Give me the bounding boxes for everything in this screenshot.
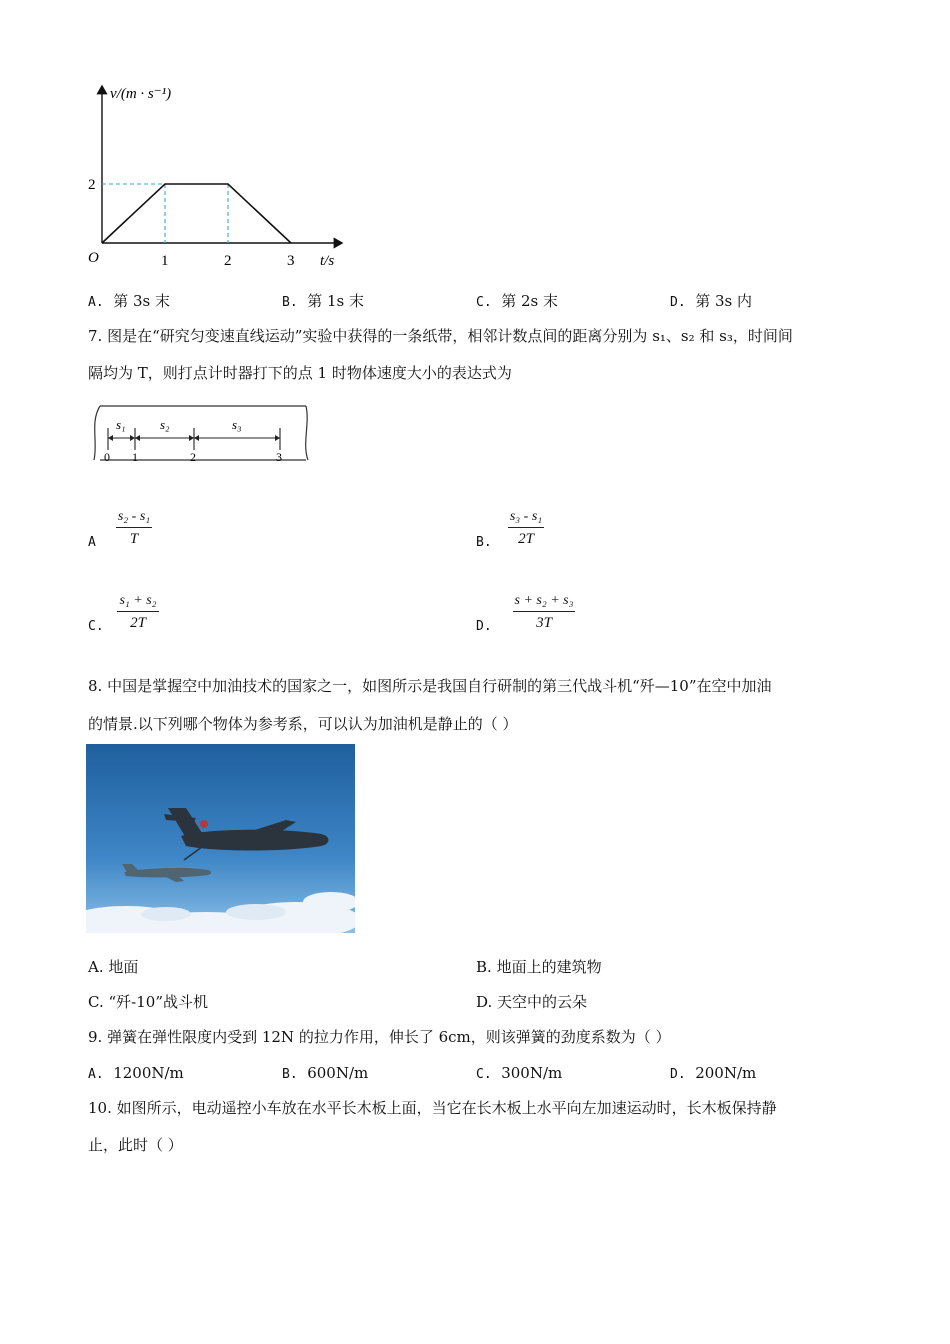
denominator: 2T bbox=[518, 531, 534, 547]
option-text: 地面 bbox=[108, 958, 139, 976]
q9-option-a[interactable] bbox=[88, 1063, 184, 1085]
q7-option-d-formula[interactable] bbox=[500, 591, 588, 632]
option-letter: D. bbox=[670, 1067, 686, 1082]
q9-option-c[interactable] bbox=[476, 1063, 562, 1085]
x-tick-label: 3 bbox=[287, 253, 295, 269]
q7-stem-line1: 7. 图是在“研究匀变速直线运动”实验中获得的一条纸带，相邻计数点间的距离分别为 s₁、s₂ 和 s₃，时间间 bbox=[88, 327, 793, 345]
tape-point-3: 3 bbox=[276, 450, 282, 464]
q10-stem-line1: 10. 如图所示，电动遥控小车放在水平长木板上面，当它在长木板上水平向左加速运动时，长木板保持静 bbox=[88, 1099, 777, 1117]
option-text: 天空中的云朵 bbox=[497, 993, 588, 1011]
q8-option-c[interactable] bbox=[88, 992, 208, 1012]
x-tick-label: 2 bbox=[224, 253, 232, 269]
option-letter: B. bbox=[476, 958, 492, 976]
option-text: 600N/m bbox=[307, 1064, 369, 1082]
q7-option-a-formula[interactable] bbox=[106, 507, 162, 548]
q7-option-c-letter[interactable]: C. bbox=[88, 619, 104, 634]
q7-option-d-letter[interactable]: D. bbox=[476, 619, 492, 634]
q8-option-b[interactable] bbox=[476, 957, 602, 977]
tape-label-s2: s₂ bbox=[160, 417, 170, 432]
tape-point-0: 0 bbox=[104, 450, 110, 464]
numerator: s₂ - s₁ bbox=[116, 509, 152, 528]
q7-option-b-letter[interactable]: B. bbox=[476, 535, 492, 550]
option-letter: C. bbox=[88, 993, 104, 1011]
option-letter: D. bbox=[670, 295, 686, 310]
q6-option-d[interactable] bbox=[670, 291, 752, 313]
tape-point-1: 1 bbox=[132, 450, 138, 464]
q7-option-b-formula[interactable] bbox=[498, 507, 554, 548]
q10-stem-line2: 止，此时（ ） bbox=[88, 1136, 183, 1154]
option-letter: A. bbox=[88, 1067, 104, 1082]
option-text: 300N/m bbox=[501, 1064, 563, 1082]
denominator: T bbox=[129, 531, 139, 547]
q9-option-b[interactable] bbox=[282, 1063, 368, 1085]
y-tick-label: 2 bbox=[88, 177, 96, 193]
q9-stem: 9. 弹簧在弹性限度内受到 12N 的拉力作用，伸长了 6cm，则该弹簧的劲度系数为（ ） bbox=[88, 1028, 671, 1046]
q8-option-d[interactable] bbox=[476, 992, 587, 1012]
y-axis-label: v/(m · s⁻¹) bbox=[110, 86, 172, 102]
q8-option-a[interactable] bbox=[88, 957, 138, 977]
option-text: 200N/m bbox=[695, 1064, 757, 1082]
denominator: 2T bbox=[130, 615, 146, 631]
option-letter: D. bbox=[476, 993, 493, 1011]
option-text: 1200N/m bbox=[113, 1064, 184, 1082]
numerator: s₁ + s₂ bbox=[117, 593, 158, 612]
option-text: 第 3s 内 bbox=[695, 292, 752, 310]
q7-stem-line2: 隔均为 T，则打点计时器打下的点 1 时物体速度大小的表达式为 bbox=[88, 364, 512, 382]
numerator: s + s₂ + s₃ bbox=[513, 593, 576, 612]
tape-label-s1: s₁ bbox=[116, 417, 126, 432]
q6-option-c[interactable] bbox=[476, 291, 558, 313]
q8-stem-line1: 8. 中国是掌握空中加油技术的国家之一，如图所示是我国自行研制的第三代战斗机“歼—10”在空中加油 bbox=[88, 677, 772, 695]
paper-tape-figure bbox=[88, 402, 314, 470]
q9-option-d[interactable] bbox=[670, 1063, 756, 1085]
option-letter: C. bbox=[476, 1067, 492, 1082]
option-letter: B. bbox=[282, 1067, 298, 1082]
x-axis-label: t/s bbox=[320, 253, 335, 269]
option-letter: C. bbox=[476, 295, 492, 310]
denominator: 3T bbox=[536, 615, 552, 631]
option-text: 第 2s 末 bbox=[501, 292, 558, 310]
option-letter: B. bbox=[282, 295, 298, 310]
velocity-line bbox=[102, 184, 291, 243]
aerial-refueling-photo bbox=[86, 744, 355, 933]
vt-graph bbox=[80, 78, 350, 278]
option-text: “歼-10”战斗机 bbox=[108, 993, 208, 1011]
origin-label: O bbox=[88, 250, 99, 266]
q6-option-b[interactable] bbox=[282, 291, 364, 313]
q7-option-c-formula[interactable] bbox=[110, 591, 166, 632]
option-text: 第 1s 末 bbox=[307, 292, 364, 310]
q6-option-a[interactable] bbox=[88, 291, 170, 313]
q7-option-a-letter[interactable]: A bbox=[88, 535, 96, 550]
tape-point-2: 2 bbox=[190, 450, 196, 464]
option-letter: A. bbox=[88, 295, 104, 310]
x-tick-label: 1 bbox=[161, 253, 169, 269]
q8-stem-line2: 的情景.以下列哪个物体为参考系，可以认为加油机是静止的（ ） bbox=[88, 715, 518, 733]
option-letter: A. bbox=[88, 958, 104, 976]
tape-label-s3: s₃ bbox=[232, 417, 242, 432]
option-text: 第 3s 末 bbox=[113, 292, 170, 310]
option-text: 地面上的建筑物 bbox=[496, 958, 602, 976]
numerator: s₃ - s₁ bbox=[508, 509, 544, 528]
